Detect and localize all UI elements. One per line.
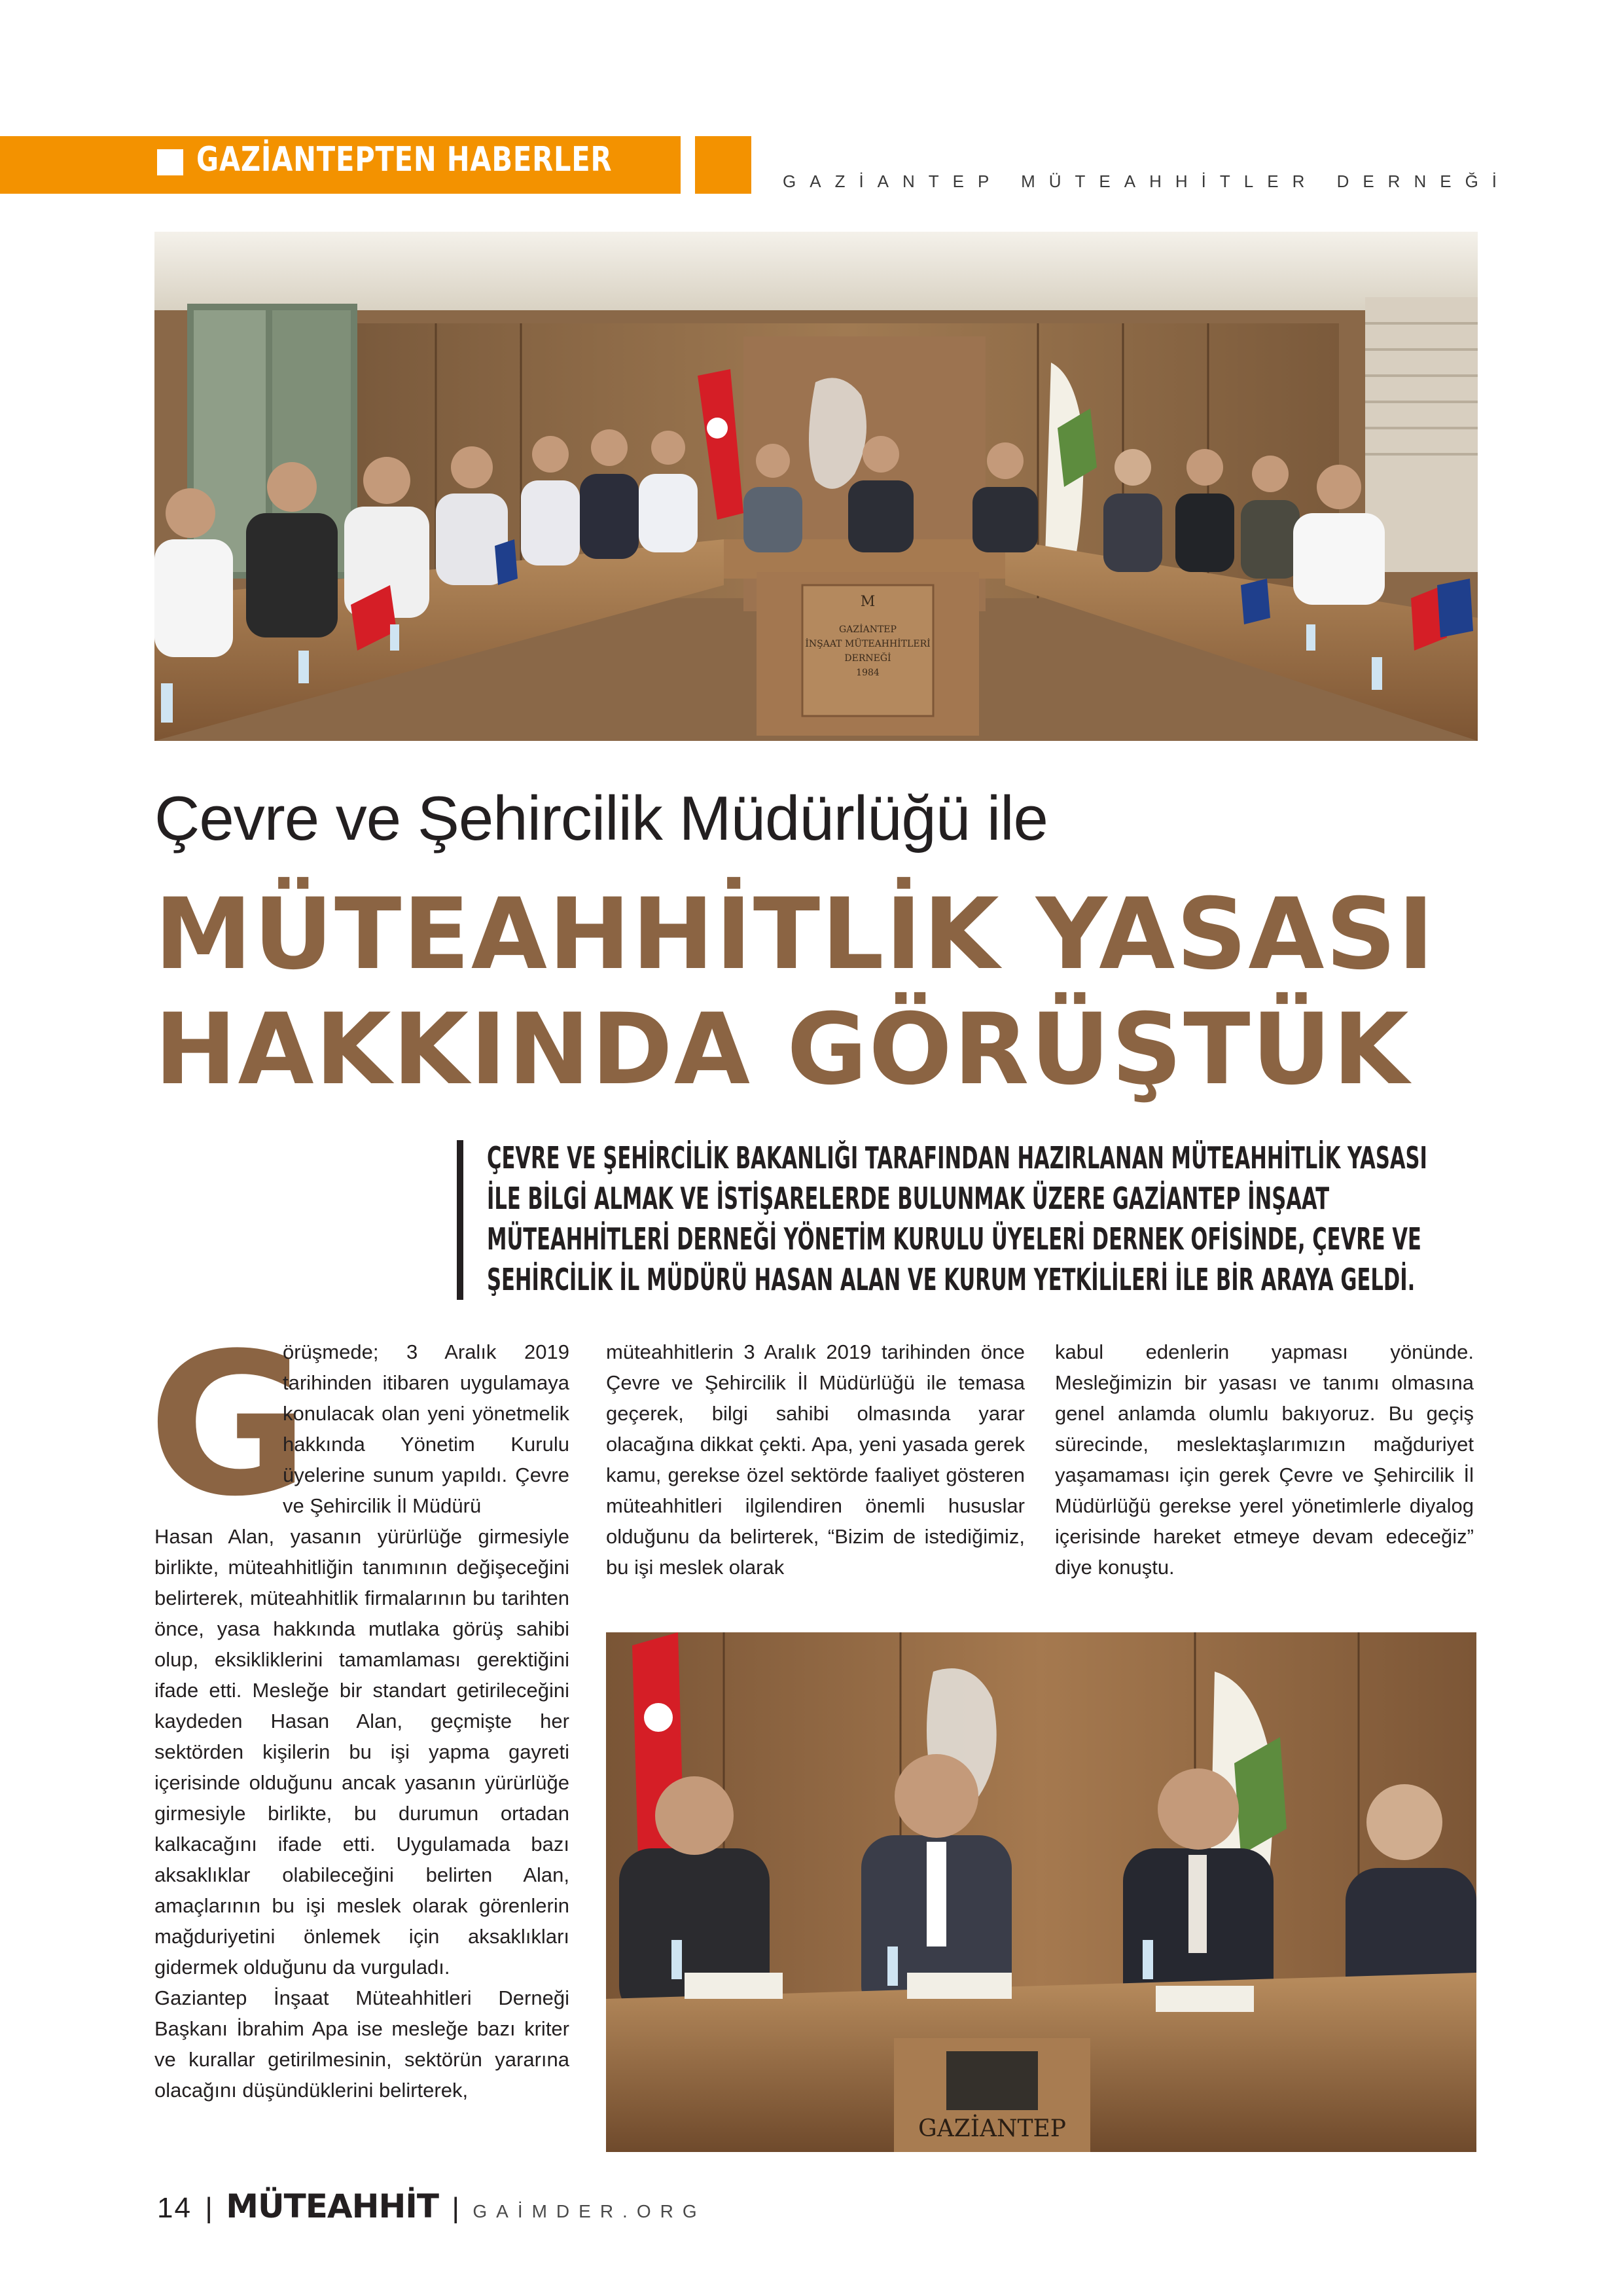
- article-subtitle: Çevre ve Şehircilik Müdürlüğü ile: [154, 783, 1048, 853]
- body-paragraph: Hasan Alan, yasanın yürürlüğe girmesiyle birlikte, müteahhitliğin tanımının değişeceğini belirterek, müteahhitlik firmalarının bu tarihten önce, yasa hakkında mutlaka görüş sahibi olup, eksikliklerini tamamlaması gerektiğini ifade etti. Mesleğe bir standart getirileceğini kaydeden Hasan Alan, geçmişte her sektörden kişilerin bu işi yapma gayreti içerisinde olduğunu ancak yasanın yürürlüğe girmesiyle birlikte, bu durumun ortadan kalkacağını ifade etti. Uygulamada bazı aksaklıklar olabileceğini belirten Alan, amaçlarının bu işi meslek olarak görenlerin mağduriyetini önlemek için aksaklıkları gidermek olduğunu da vurguladı.: [154, 1525, 569, 1979]
- page-footer: [157, 2187, 706, 2225]
- footer-separator: |: [452, 2192, 459, 2224]
- body-paragraph: Gaziantep İnşaat Müteahhitleri Derneği Başkanı İbrahim Apa ise mesleğe bazı kriter ve kurallar getirilmesinin, sektörün yararına olacağını düşündüklerini belirterek,: [154, 1986, 569, 2102]
- meeting-closeup-photo: [606, 1632, 1476, 2152]
- body-column-1-top: örüşmede; 3 Aralık 2019 tarihinden itibaren uygulamaya konulacak olan yeni yönetmelik hakkında Yönetim Kurulu üyelerine sunum yapıldı. Çevre ve Şehircilik İl Müdürü: [283, 1340, 569, 1517]
- body-column-3: kabul edenlerin yapması yönünde. Mesleğimizin bir yasası ve tanımı olmasına genel anlamda olumlu bakıyoruz. Bu geçiş sürecinde, meslektaşlarımızın mağduriyet yaşamaması için gerek Çevre ve Şehircilik İl Müdürlüğü gerekse yerel yönetimlerle diyalog içerisinde hareket etmeye devam edeceğiz” diye konuştu.: [1055, 1340, 1474, 1579]
- header-accent-tab: [695, 136, 751, 194]
- body-column-1: [154, 1521, 569, 2106]
- section-label: GAZİANTEPTEN HABERLER: [196, 140, 613, 179]
- svg-text:M: M: [860, 594, 876, 610]
- page-number: 14: [157, 2192, 192, 2224]
- article-title: [154, 877, 1435, 1107]
- svg-text:GAZİANTEP: GAZİANTEP: [918, 2115, 1067, 2142]
- article-lead: ÇEVRE VE ŞEHİRCİLİK BAKANLIĞI TARAFINDAN HAZIRLANAN MÜTEAHHİTLİK YASASI İLE BİLGİ ALMAK VE İSTİŞARELERDE BULUNMAK ÜZERE GAZİANTEP İNŞAAT MÜTEAHHİTLERİ DERNEĞİ YÖNETİM KURULU ÜYELERİ DERNEK OFİSİNDE, ÇEVRE VE ŞEHİRCİLİK İL MÜDÜRÜ HASAN ALAN VE KURUM YETKİLİLERİ İLE BİR ARAYA GELDİ.: [487, 1140, 1427, 1297]
- meeting-room-photo: [154, 232, 1478, 741]
- svg-text:İNŞAAT MÜTEAHHİTLERİ: İNŞAAT MÜTEAHHİTLERİ: [805, 639, 931, 649]
- magazine-name: MÜTEAHHİT: [226, 2187, 439, 2225]
- association-name: GAZİANTEP MÜTEAHHİTLER DERNEĞİ: [783, 171, 1511, 191]
- drop-cap: G: [148, 1311, 310, 1539]
- body-column-2: müteahhitlerin 3 Aralık 2019 tarihinden önce Çevre ve Şehircilik İl Müdürlüğü ile temasa geçerek, bilgi sahibi olmasında yarar olacağına dikkat çekti. Apa, yeni yasada gerek kamu, gerekse özel sektörde faaliyet gösteren müteahhitleri ilgilendiren önemli hususlar olduğunu da belirterek, “Bizim de istediğimiz, bu işi meslek olarak: [606, 1340, 1025, 1579]
- website-link[interactable]: GAİMDER.ORG: [473, 2201, 706, 2221]
- section-square-icon: [157, 149, 183, 175]
- footer-separator: |: [205, 2192, 213, 2224]
- article-title-line-1: MÜTEAHHİTLİK YASASI: [154, 878, 1436, 992]
- lead-bar: [457, 1140, 463, 1300]
- svg-text:DERNEĞİ: DERNEĞİ: [844, 653, 891, 664]
- svg-text:1984: 1984: [856, 668, 880, 678]
- article-title-line-2: HAKKINDA GÖRÜŞTÜK: [154, 993, 1410, 1107]
- svg-text:GAZİANTEP: GAZİANTEP: [839, 624, 897, 635]
